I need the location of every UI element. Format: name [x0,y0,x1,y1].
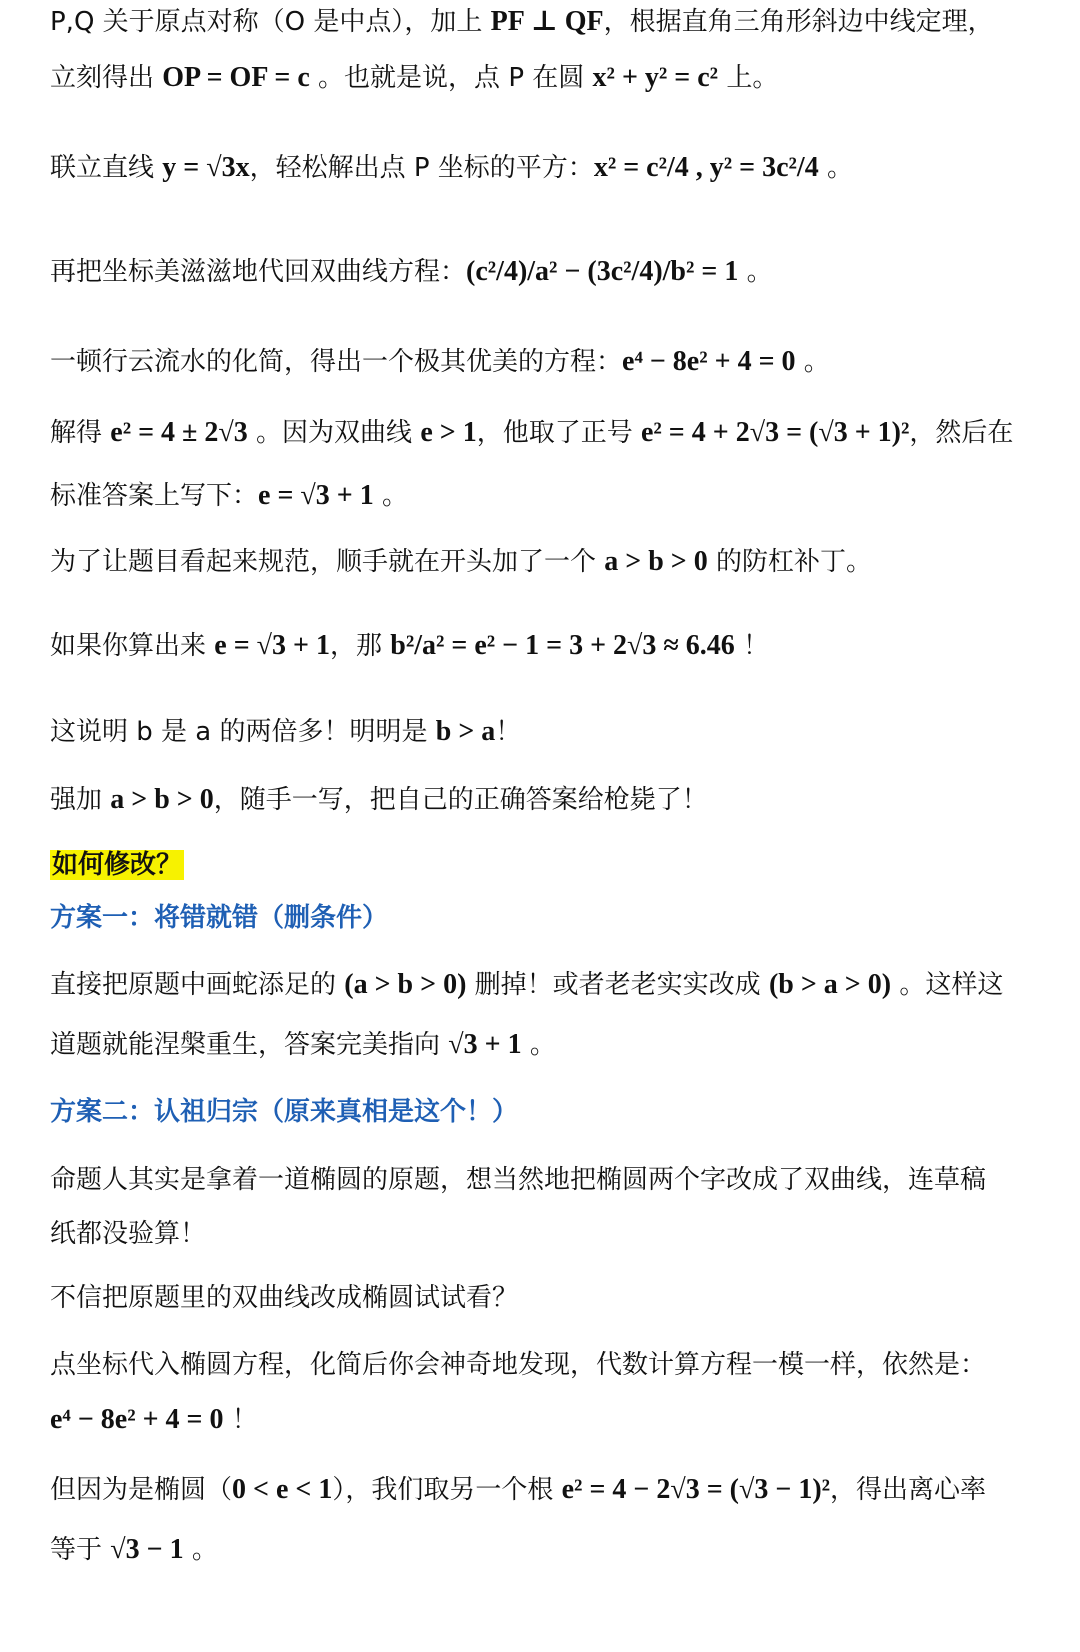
text-segment: ），我们取另一个根 [332,1475,562,1505]
math-expression: e > 1 [420,417,477,448]
text-segment: 。 [183,1535,218,1565]
math-expression: e = √3 + 1 [258,480,374,511]
text-segment: 方案二：认祖归宗（原来真相是这个！） [50,1097,519,1127]
paragraph-line-17 [50,1160,1070,1200]
text-segment: 。 [818,153,853,183]
math-expression: e² = 4 ± 2√3 [110,417,248,448]
plan-one-heading [50,898,1070,938]
math-expression: b > a [435,716,496,747]
paragraph-line-2 [50,58,1070,98]
text-segment: 立刻得出 [50,63,163,93]
math-expression: PF ⊥ QF [490,6,604,37]
math-expression: x² + y² = c² [592,62,719,93]
blue-heading [50,903,388,933]
text-segment: 点坐标代入椭圆方程，化简后你会神奇地发现，代数计算方程一模一样，依然是： [50,1350,987,1380]
paragraph-line-6 [50,413,1070,453]
paragraph-line-19 [50,1278,1070,1318]
paragraph-line-8 [50,542,1070,582]
text-segment: 如果你算出来 [50,631,215,661]
text-segment: 标准答案上写下： [50,481,259,511]
text-segment: 等于 [50,1535,111,1565]
math-expression: e⁴ − 8e² + 4 = 0 [622,346,796,377]
paragraph-line-4 [50,252,1070,292]
math-expression: √3 + 1 [448,1029,522,1060]
paragraph-line-20 [50,1345,1070,1385]
text-segment: 。这样这 [891,970,1004,1000]
text-segment: ，根据直角三角形斜边中线定理， [603,7,994,37]
text-segment: P,Q 关于原点对称（O 是中点），加上 [50,7,491,37]
math-expression: OP = OF = c [162,62,310,93]
paragraph-line-1 [50,2,1070,42]
math-expression: e = √3 + 1 [214,630,330,661]
text-segment: 道题就能涅槃重生，答案完美指向 [50,1030,449,1060]
text-segment: 如何修改？ [52,850,183,880]
math-expression: e⁴ − 8e² + 4 = 0 [50,1404,224,1435]
paragraph-line-23 [50,1530,1070,1570]
text-segment: 的防杠补丁。 [707,547,873,577]
text-segment: 再把坐标美滋滋地代回双曲线方程： [50,257,467,287]
paragraph-line-7 [50,476,1070,516]
math-expression: a > b > 0 [110,784,214,815]
text-segment: 联立直线 [50,153,163,183]
text-segment: 删掉！或者老老实实改成 [466,970,769,1000]
math-expression: b²/a² = e² − 1 = 3 + 2√3 ≈ 6.46 [390,630,735,661]
text-segment: 。 [521,1030,556,1060]
paragraph-line-14 [50,965,1070,1005]
text-segment: ，得出离心率 [830,1475,987,1505]
blue-heading [50,1097,518,1127]
highlighted-heading [50,850,184,880]
paragraph-line-18 [50,1214,1070,1254]
paragraph-line-10 [50,712,1070,752]
math-expression: (c²/4)/a² − (3c²/4)/b² = 1 [466,256,739,287]
text-segment: 命题人其实是拿着一道椭圆的原题，想当然地把椭圆两个字改成了双曲线，连草稿 [50,1165,987,1195]
text-segment: 纸都没验算！ [50,1219,207,1249]
paragraph-line-21 [50,1400,1070,1440]
text-segment: 一顿行云流水的化简，得出一个极其优美的方程： [50,347,623,377]
text-segment: 。 [738,257,773,287]
paragraph-line-3 [50,148,1070,188]
paragraph-line-15 [50,1025,1070,1065]
text-segment: 但因为是椭圆（ [50,1475,233,1505]
paragraph-line-9 [50,626,1070,666]
text-segment: ，轻松解出点 P 坐标的平方： [249,153,594,183]
text-segment: 强加 [50,785,111,815]
math-expression: (b > a > 0) [768,969,892,1000]
math-expression: x² = c²/4 , y² = 3c²/4 [593,152,819,183]
section-heading-how-to-fix [50,845,1070,885]
math-expression: 0 < e < 1 [232,1474,333,1505]
text-segment: 解得 [50,418,111,448]
text-segment: 。也就是说，点 P 在圆 [309,63,593,93]
text-segment: 为了让题目看起来规范，顺手就在开头加了一个 [50,547,605,577]
text-segment: 。因为双曲线 [247,418,421,448]
text-segment: ，他取了正号 [476,418,641,448]
text-segment: ！ [223,1405,258,1435]
math-expression: (a > b > 0) [344,969,467,1000]
plan-two-heading [50,1092,1070,1132]
math-expression: e² = 4 − 2√3 = (√3 − 1)² [561,1474,831,1505]
text-segment: 。 [373,481,408,511]
math-expression: a > b > 0 [604,546,708,577]
text-segment: ，然后在 [909,418,1014,448]
text-segment: 上。 [718,63,779,93]
paragraph-line-22 [50,1470,1070,1510]
text-segment: 直接把原题中画蛇添足的 [50,970,345,1000]
text-segment: ！ [495,717,522,747]
text-segment: 方案一：将错就错（删条件） [50,903,389,933]
math-expression: √3 − 1 [110,1534,184,1565]
text-segment: ，那 [329,631,391,661]
math-expression: y = √3x [162,152,250,183]
paragraph-line-5 [50,342,1070,382]
text-segment: ！ [734,631,770,661]
text-segment: 不信把原题里的双曲线改成椭圆试试看？ [50,1283,519,1313]
paragraph-line-11 [50,780,1070,820]
text-segment: 。 [795,347,830,377]
text-segment: ，随手一写，把自己的正确答案给枪毙了！ [213,785,708,815]
math-expression: e² = 4 + 2√3 = (√3 + 1)² [640,417,910,448]
text-segment: 这说明 b 是 a 的两倍多！明明是 [50,717,436,747]
